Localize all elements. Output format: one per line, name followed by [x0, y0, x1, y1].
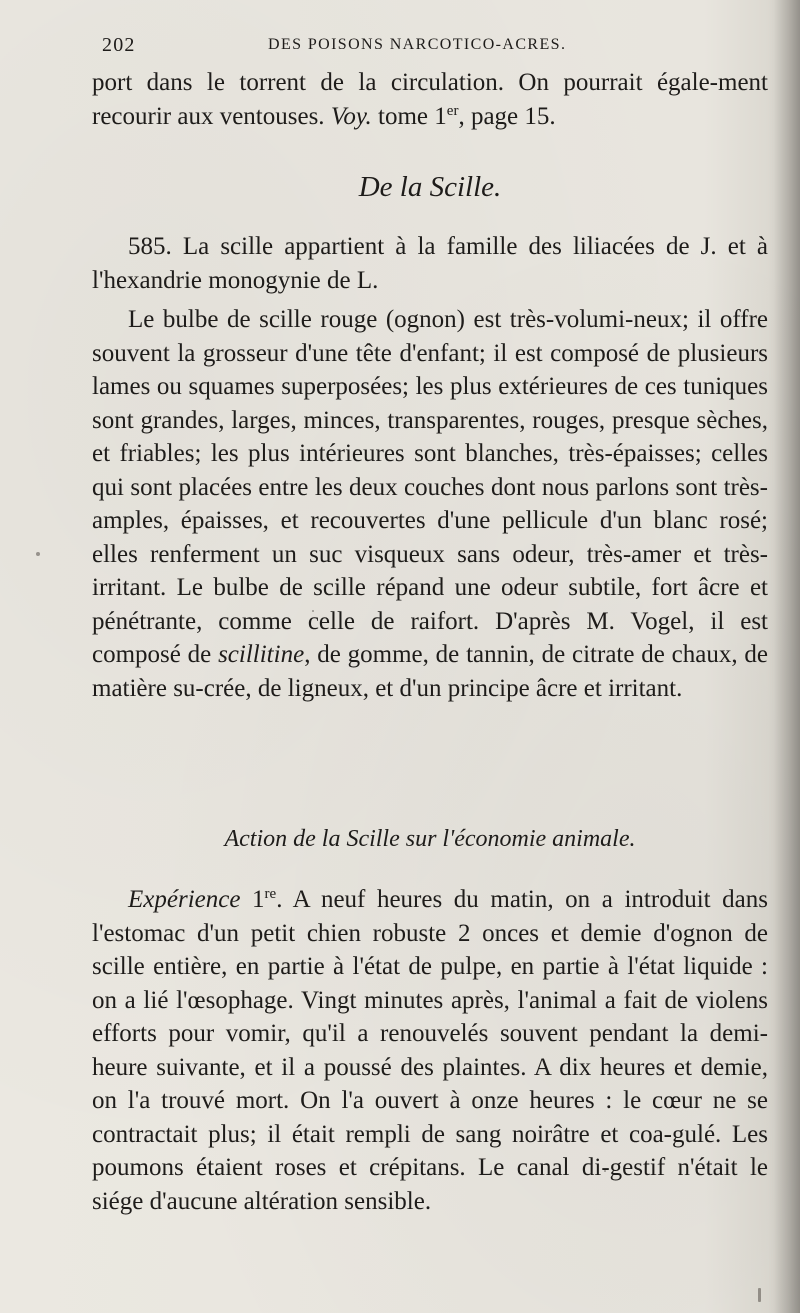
paragraph-number: 585.: [128, 233, 172, 260]
ref-tome-sup: er: [446, 102, 459, 119]
voy-abbreviation: Voy.: [330, 102, 372, 130]
bulbe-text-b: , de gomme, de tannin, de citrate de chaux, de matière su-crée, de ligneux, et d'un principe âcre et irritant.: [92, 641, 768, 702]
subsection-heading: Action de la Scille sur l'économie animale.: [224, 826, 636, 852]
experience-number: 1: [240, 886, 265, 913]
page-number: 202: [102, 34, 136, 56]
ref-tome: tome 1: [371, 102, 447, 130]
continued-text: port dans le torrent de la circulation. On pourrait égale-ment recourir aux ventouses.: [92, 69, 768, 130]
experience-paragraph: [92, 883, 768, 1218]
running-title: DES POISONS NARCOTICO-ACRES.: [268, 36, 567, 53]
page-edge-shadow: [774, 0, 800, 1313]
experience-text: . A neuf heures du matin, on a introduit dans l'estomac d'un petit chien robuste 2 onces et demie d'ognon de scille entière, en partie à l'état de pulpe, en partie à l'état liquide : on a lié l'œsophage. Vingt minutes après, l'animal a fait de violens efforts pour vomir, qu'il a renouvelés souvent pendant la demi-heure suivante, et il a poussé des plaintes. A dix heures et demie, on l'a trouvé mort. On l'a ouvert à onze heures : le cœur ne se contractait plus; il était rempli de sang noirâtre et coa-gulé. Les poumons étaient roses et crépitans. Le canal di-gestif n'était le siége d'aucune altération sensible.: [92, 886, 769, 1215]
ref-page: , page 15.: [458, 102, 556, 130]
section-heading: De la Scille.: [358, 171, 502, 203]
paragraph-585-text: La scille appartient à la famille des liliacées de J. et à l'hexandrie monogynie de L.: [92, 233, 768, 294]
scillitine-term: scillitine: [218, 641, 305, 668]
paragraph-bulbe: [92, 303, 768, 705]
experience-label: Expérience: [128, 886, 241, 913]
experience-sup: re: [264, 886, 277, 902]
bulbe-text-a: Le bulbe de scille rouge (ognon) est très-volumi-neux; il offre souvent la grosseur d'une tête d'enfant; il est composé de plusieurs lames ou squames superposées; les plus extérieures de ces tuniques sont grandes, larges, minces, transparentes, rouges, presque sèches, et friables; les plus intérieures sont blanches, très-épaisses; celles qui sont placées entre les deux couches dont nous parlons sont très-amples, épaisses, et recouvertes d'une pellicule d'un blanc rosé; elles renferment un suc visqueux sans odeur, très-amer et très-irritant. Le bulbe de scille répand une odeur subtile, fort âcre et pénétrante, comme celle de raifort. D'après M. Vogel, il est composé de: [92, 306, 768, 668]
continued-paragraph: [92, 66, 768, 133]
paragraph-585: [92, 230, 768, 297]
running-head: [102, 34, 692, 60]
